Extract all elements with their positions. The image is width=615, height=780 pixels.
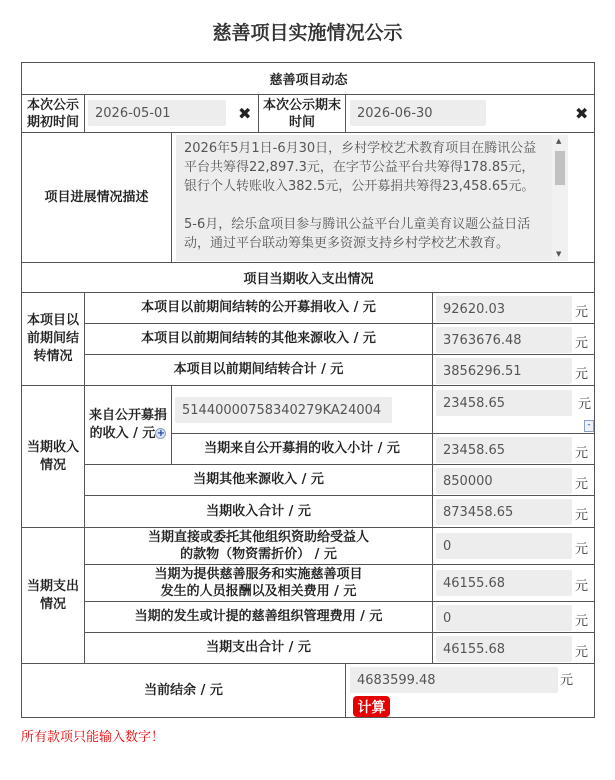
page-title: 慈善项目实施情况公示 (212, 22, 403, 44)
scroll-thumb[interactable] (555, 151, 565, 185)
remove-row-icon[interactable]: - (584, 420, 594, 432)
income-total-label: 当期收入合计 / 元 (85, 496, 433, 528)
public-subtotal-input[interactable]: 23458.65 (436, 437, 572, 463)
unit-label: 元 (560, 673, 574, 688)
carry-other-label: 本项目以前期间结转的其他来源收入 / 元 (85, 324, 433, 355)
expense-grant-label: 当期直接或委托其他组织资助给受益人 的款物（物资需折价） / 元 (85, 528, 433, 565)
clear-end-icon[interactable]: ✖ (575, 104, 589, 123)
expense-total-input[interactable]: 46155.68 (436, 636, 572, 662)
balance-input[interactable]: 4683599.48 (350, 667, 558, 693)
unit-label: 元 (575, 614, 589, 629)
other-income-input[interactable]: 850000 (436, 468, 572, 494)
progress-paragraph-2: 5-6月，绘乐盒项目参与腾讯公益平台儿童美育议题公益日活动，通过平台联动筹集更多资源支持乡村学校艺术教育。 (184, 217, 531, 251)
section-header-income: 项目当期收入支出情况 (22, 263, 595, 293)
unit-label: 元 (575, 446, 589, 461)
public-income-label: 来自公开募捐的收入 / 元 (88, 408, 167, 441)
public-income-label-cell (85, 386, 172, 465)
unit-label: 元 (575, 305, 589, 320)
scroll-down-icon[interactable]: ▼ (556, 250, 562, 258)
scroll-up-icon[interactable]: ▲ (556, 137, 562, 145)
carry-other-input[interactable]: 3763676.48 (436, 327, 572, 353)
carry-total-label: 本项目以前期间结转合计 / 元 (85, 355, 433, 386)
expense-service-label: 当期为提供慈善服务和实施慈善项目 发生的人员报酬以及相关费用 / 元 (85, 565, 433, 602)
income-total-input[interactable]: 873458.65 (436, 499, 572, 525)
unit-label: 元 (575, 508, 589, 523)
expense-service-input[interactable]: 46155.68 (436, 570, 572, 596)
add-row-icon[interactable]: + (156, 428, 166, 439)
carry-public-label: 本项目以前期间结转的公开募捐收入 / 元 (85, 293, 433, 324)
public-code-input[interactable]: 51440000758340279KA24004 (175, 397, 392, 423)
period-end-label: 本次公示期末时间 (259, 95, 346, 133)
carry-over-group-label: 本项目以前期间结转情况 (22, 293, 85, 386)
unit-label: 元 (575, 542, 589, 557)
carry-total-input[interactable]: 3856296.51 (436, 358, 572, 384)
other-income-label: 当期其他来源收入 / 元 (85, 465, 433, 496)
form-table (21, 62, 595, 718)
public-subtotal-label: 当期来自公开募捐的收入小计 / 元 (172, 434, 433, 465)
public-value-input[interactable]: 23458.65 (436, 390, 572, 416)
clear-start-icon[interactable]: ✖ (238, 104, 252, 123)
expense-group-label: 当期支出情况 (22, 528, 85, 664)
balance-label: 当前结余 / 元 (22, 664, 346, 718)
period-end-input[interactable]: 2026-06-30 (350, 100, 486, 126)
expense-admin-input[interactable]: 0 (436, 605, 572, 631)
expense-admin-label: 当期的发生或计提的慈善组织管理费用 / 元 (85, 602, 433, 633)
period-start-input[interactable]: 2026-05-01 (88, 100, 226, 126)
progress-label: 项目进展情况描述 (22, 133, 172, 263)
progress-textarea[interactable] (176, 135, 568, 261)
expense-total-label: 当期支出合计 / 元 (85, 633, 433, 664)
unit-label: 元 (575, 336, 589, 351)
progress-paragraph-1: 2026年5月1日-6月30日，乡村学校艺术教育项目在腾讯公益平台共筹得22,897.3元，在字节公益平台共筹得178.85元，银行个人转账收入382.5元，公开募捐共筹得23,458.65元。 (184, 141, 537, 194)
period-start-label: 本次公示期初时间 (22, 95, 85, 133)
unit-label: 元 (575, 367, 589, 382)
progress-scrollbar[interactable] (552, 135, 568, 261)
unit-label: 元 (578, 397, 592, 412)
section-header-dynamic: 慈善项目动态 (22, 63, 595, 95)
calculate-button[interactable]: 计算 (353, 696, 390, 717)
unit-label: 元 (575, 645, 589, 660)
unit-label: 元 (575, 477, 589, 492)
carry-public-input[interactable]: 92620.03 (436, 296, 572, 322)
warning-text: 所有款项只能输入数字！ (21, 730, 165, 745)
unit-label: 元 (575, 579, 589, 594)
expense-grant-input[interactable]: 0 (436, 533, 572, 559)
income-group-label: 当期收入情况 (22, 386, 85, 528)
